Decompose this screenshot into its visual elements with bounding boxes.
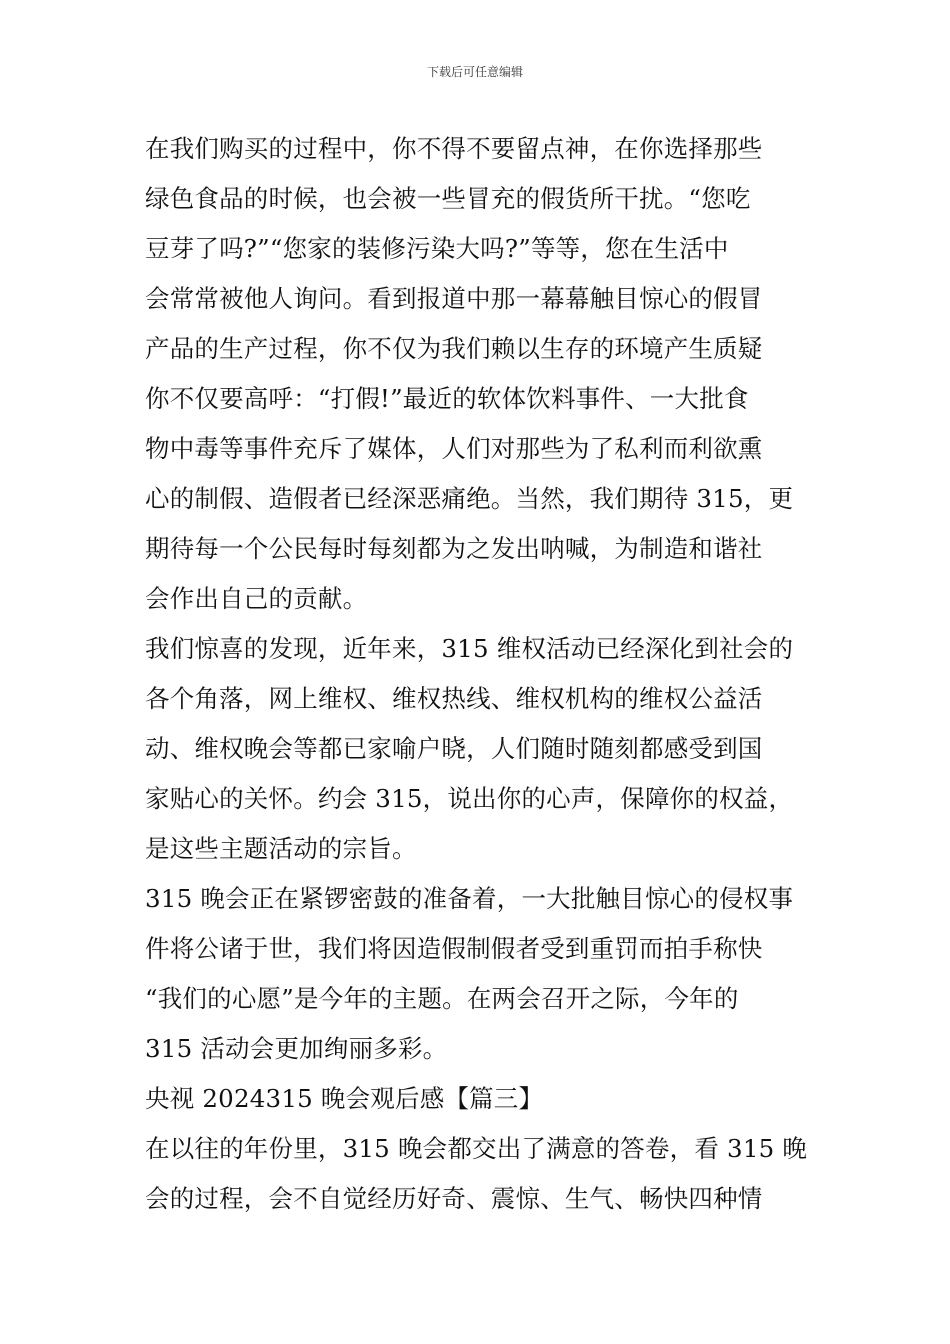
text-line: 产品的生产过程，你不仅为我们赖以生存的环境产生质疑	[145, 334, 763, 363]
text-line: 会的过程，会不自觉经历好奇、震惊、生气、畅快四种情	[145, 1184, 763, 1213]
section-heading	[145, 1074, 810, 1124]
text-line: 动、维权晚会等都已家喻户晓，人们随时随刻都感受到国	[145, 734, 763, 763]
text-line: 在以往的年份里，315 晚会都交出了满意的答卷，看 315 晚	[145, 1134, 808, 1163]
text-line: 各个角落，网上维权、维权热线、维权机构的维权公益活	[145, 684, 763, 713]
text-line: 你不仅要高呼：“打假!”最近的软体饮料事件、一大批食	[145, 384, 749, 413]
text-line: 是这些主题活动的宗旨。	[145, 834, 417, 863]
text-line: “我们的心愿”是今年的主题。在两会召开之际，今年的	[145, 984, 739, 1013]
text-line: 物中毒等事件充斥了媒体，人们对那些为了私利而利欲熏	[145, 434, 763, 463]
text-line: 豆芽了吗?”“您家的装修污染大吗?”等等，您在生活中	[145, 234, 729, 263]
paragraph	[145, 124, 810, 624]
text-line: 期待每一个公民每时每刻都为之发出呐喊，为制造和谐社	[145, 534, 763, 563]
text-line: 心的制假、造假者已经深恶痛绝。当然，我们期待 315，更	[145, 484, 794, 513]
text-line: 件将公诸于世，我们将因造假制假者受到重罚而拍手称快	[145, 934, 763, 963]
paragraph	[145, 1124, 810, 1224]
text-line: 在我们购买的过程中，你不得不要留点神，在你选择那些	[145, 134, 763, 163]
paragraph	[145, 624, 810, 874]
page-header: 下载后可任意编辑	[426, 65, 523, 79]
text-line: 家贴心的关怀。约会 315，说出你的心声，保障你的权益，	[145, 784, 794, 813]
text-line: 会作出自己的贡献。	[145, 584, 368, 613]
text-line: 我们惊喜的发现，近年来，315 维权活动已经深化到社会的	[145, 634, 794, 663]
text-line: 央视 2024315 晚会观后感【篇三】	[145, 1084, 544, 1113]
text-line: 会常常被他人询问。看到报道中那一幕幕触目惊心的假冒	[145, 284, 763, 313]
text-line: 绿色食品的时候，也会被一些冒充的假货所干扰。“您吃	[145, 184, 751, 213]
document-body	[145, 124, 810, 1224]
paragraph	[145, 874, 810, 1074]
text-line: 315 晚会正在紧锣密鼓的准备着，一大批触目惊心的侵权事	[145, 884, 794, 913]
text-line: 315 活动会更加绚丽多彩。	[145, 1034, 448, 1063]
